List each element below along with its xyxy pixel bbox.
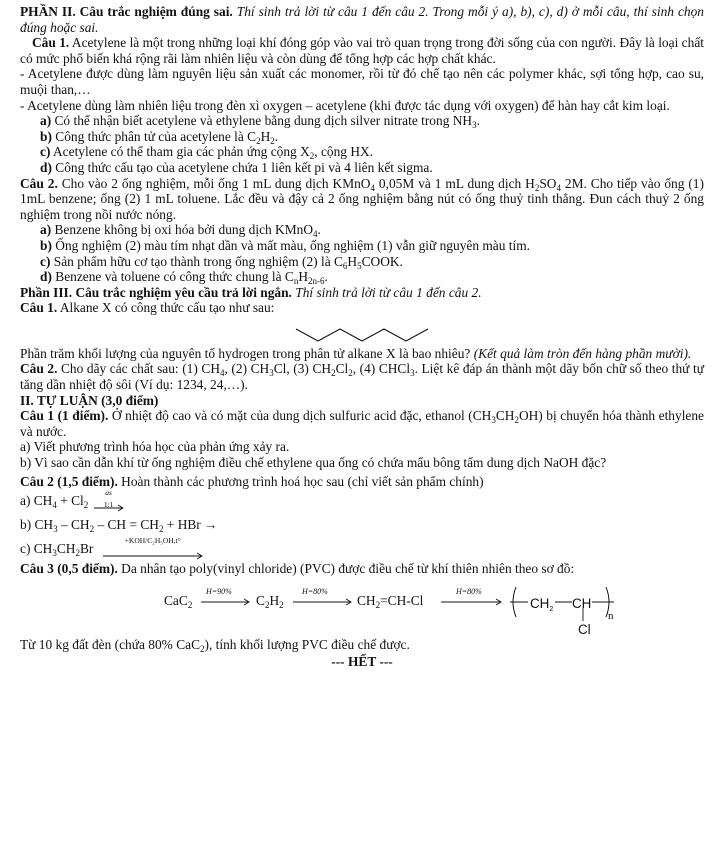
arrow-condition-top: +KOH/C₂H₅OH,t° [124, 536, 181, 546]
equation-b [20, 513, 704, 537]
option-label: c) [40, 253, 51, 269]
equation-text: + HBr → [163, 517, 218, 533]
equation-text: – CH = CH [94, 517, 159, 533]
pvc-ch: CH [572, 595, 592, 611]
formula-part: COOK. [361, 253, 403, 269]
part2-q2-stem [20, 176, 704, 223]
question-text: , (2) CH [224, 361, 270, 377]
option-text: Sản phẩm hữu cơ tạo thành trong ống nghiệm (2) là C [50, 253, 343, 269]
question-text: Ở nhiệt độ cao và có mặt của dung dịch sulfuric acid đặc, ethanol (CH [108, 408, 492, 424]
pvc-cl: Cl [578, 621, 591, 637]
question-label: Câu 3 (0,5 điểm). [20, 561, 118, 577]
essay-q1-b: b) Vì sao cần dẫn khí từ ống nghiệm điều chế ethylene qua ống có chứa mẩu bông tẩm dung dịch NaOH đặc? [20, 455, 607, 471]
option-text: Có thể nhận biết acetylene và ethylene bằng dung dịch silver nitrate trong NH [51, 113, 473, 129]
essay-q1-stem [20, 408, 704, 439]
question-text: Cl [335, 361, 349, 377]
question-text: Alkane X có công thức cấu tạo như sau: [57, 300, 275, 316]
question-text: ), tính khối lượng PVC điều chế được. [204, 636, 410, 652]
document-page [20, 4, 704, 670]
option-label: d) [40, 269, 52, 285]
question-label: Câu 1 (1 điểm). [20, 408, 109, 424]
question-text: 0,05M và 1 mL dung dịch H [374, 175, 535, 191]
arrow-icon [101, 551, 205, 561]
option-text: Benzene và toluene có công thức chung là C [51, 269, 294, 285]
option-text: Ống nghiệm (2) màu tím nhạt dần và mất màu, ống nghiệm (1) vẫn giữ nguyên màu tím. [51, 237, 530, 253]
option-text-end: , cộng HX. [314, 144, 374, 160]
equation-a [20, 489, 704, 513]
arrow-yield-1: H=90% [206, 586, 232, 596]
option-label: b) [40, 128, 52, 144]
subscript: 4 [313, 229, 318, 240]
subscript: 2 [256, 135, 261, 146]
question-text: . Liệt kê đáp án thành một dãy bốn chữ số theo thứ tự tăng dần nhiệt độ sôi (Ví dụ: 1234, 24,…). [20, 361, 704, 393]
formula-part: H [260, 128, 271, 144]
subscript: 3 [269, 368, 274, 379]
arrow-icon [200, 597, 252, 607]
subscript: 6 [342, 260, 348, 271]
equation-text: CH [56, 541, 76, 557]
part2-q2-option-c [20, 254, 704, 270]
essay-heading-text: II. TỰ LUẬN (3,0 điểm) [20, 392, 159, 408]
carbon-chain [296, 329, 428, 341]
question-note: (Kết quả làm tròn đến hàng phần mười). [473, 345, 692, 361]
subscript: 2 [549, 605, 554, 613]
question-label: Câu 2. [20, 175, 58, 191]
subscript: 2n-6 [307, 276, 325, 287]
subscript: 2 [309, 151, 315, 162]
part2-q1-bullet2: - Acetylene dùng làm nhiên liệu trong đèn xì oxygen – acetylene (khi được tác dụng với oxygen) để hàn hay cắt kim loại. [20, 97, 670, 113]
pvc-repeat-unit-svg [506, 583, 636, 633]
part2-intro [20, 4, 704, 35]
equation-text: b) CH [20, 517, 54, 533]
punct: . [324, 269, 328, 285]
question-label: Câu 2. [20, 361, 58, 377]
part3-q1-question [20, 346, 704, 362]
arrow-yield-2: H=80% [302, 586, 328, 596]
formula-part: H [298, 269, 308, 285]
end-marker [20, 654, 704, 670]
option-text: Công thức cấu tạo của acetylene chứa 1 liên kết pi và 4 liên kết sigma. [51, 159, 433, 175]
subscript: 2 [534, 182, 540, 193]
option-text: Acetylene có thể tham gia các phản ứng cộng X [50, 144, 310, 160]
formula-part: CaC [164, 592, 188, 608]
scheme-vinyl-chloride [357, 593, 423, 609]
subscript: 2 [331, 368, 336, 379]
equation-text: c) CH [20, 541, 53, 557]
arrow-condition-top: as [105, 488, 112, 498]
pvc-n: n [608, 609, 614, 622]
option-label: b) [40, 237, 52, 253]
option-label: d) [40, 159, 52, 175]
scheme-c2h2 [256, 593, 284, 609]
option-label: a) [40, 222, 52, 238]
subscript: 2 [348, 368, 353, 379]
question-label: Câu 1. [20, 300, 58, 316]
essay-q2-stem [20, 474, 704, 490]
option-label: a) [40, 113, 52, 129]
subscript: 2 [264, 599, 270, 610]
punct: . [274, 128, 279, 144]
subscript: 2 [187, 599, 193, 610]
question-text: Phần trăm khối lượng của nguyên tố hydrogen trong phân tử alkane X là bao nhiêu? [20, 345, 474, 361]
subscript: 2 [270, 135, 275, 146]
subscript: 2 [83, 500, 89, 511]
essay-q1-a: a) Viết phương trình hóa học của phản ứng xảy ra. [20, 439, 290, 455]
subscript: 3 [491, 415, 496, 426]
subscript: 2 [514, 415, 519, 426]
question-label: Câu 1. [32, 35, 70, 51]
option-text: Công thức phân tử của acetylene là C [51, 128, 257, 144]
subscript: 2 [89, 524, 95, 535]
question-text: Cho vào 2 ống nghiệm, mỗi ống 1 mL dung dịch KMnO [57, 175, 371, 191]
question-text: Cho dãy các chất sau: (1) CH [57, 361, 220, 377]
question-text: SO [539, 175, 557, 191]
formula-part: H [347, 253, 358, 269]
subscript: 2 [158, 524, 164, 535]
question-text: Hoàn thành các phương trình hoá học sau (chỉ viết sản phẩm chính) [117, 473, 484, 489]
subscript: 5 [357, 260, 362, 271]
arrow-condition-bottom: 1:1 [103, 500, 114, 510]
formula-part: CH [357, 592, 376, 608]
part2-q2-option-a [20, 222, 704, 238]
subscript: 3 [410, 368, 415, 379]
subscript: 2 [279, 599, 284, 610]
subscript: 2 [375, 599, 381, 610]
alkane-skeletal-structure [20, 316, 704, 346]
part3-instruction: Thí sinh trả lời từ câu 1 đến câu 2. [291, 284, 482, 300]
subscript: 4 [370, 182, 375, 193]
part2-heading: PHẦN II. Câu trắc nghiệm đúng sai. [20, 4, 233, 19]
part2-q1-option-b [20, 129, 704, 145]
formula-part: C [256, 592, 265, 608]
subscript: 3 [472, 120, 477, 131]
equation-c [20, 537, 704, 561]
end-text: --- HẾT --- [331, 654, 393, 670]
zigzag-structure-svg [20, 316, 704, 346]
question-text: Cl, (3) CH [273, 361, 332, 377]
formula-part: H [269, 592, 280, 608]
part3-heading: Phần III. Câu trắc nghiệm yêu cầu trả lời ngắn. [20, 284, 292, 300]
equation-text: Br [79, 541, 94, 557]
question-text: Da nhân tạo poly(vinyl chloride) (PVC) được điều chế từ khí thiên nhiên theo sơ đồ: [117, 561, 575, 577]
equation-text: + Cl [56, 493, 84, 509]
equation-text: a) CH [20, 493, 53, 509]
formula-part: =CH-Cl [380, 592, 424, 608]
question-text: 2M. Cho tiếp vào ống (1) 1mL benzene; ống (2) 1 mL toluene. Lắc đều và đậy cả 2 ống nghiệm bằng nút có ống thuỷ tinh thẳng. Đun cách thuỷ 2 ống nghiệm trong nồi nước nóng. [20, 175, 704, 222]
part2-q1-stem [20, 35, 704, 66]
essay-heading [20, 393, 704, 409]
option-label: c) [40, 144, 51, 160]
essay-q3-final [20, 637, 704, 653]
punct: . [317, 222, 321, 238]
question-text: CH [495, 408, 515, 424]
arrow-icon [440, 597, 504, 607]
subscript: 4 [556, 182, 561, 193]
subscript: 2 [75, 548, 80, 559]
part2-q1-option-a [20, 113, 704, 129]
scheme-cac2 [164, 593, 192, 609]
equation-text: – CH [57, 517, 90, 533]
question-text: OH) bị chuyển hóa thành ethylene và nước. [20, 408, 704, 439]
punct: . [476, 113, 480, 129]
part3-q2-stem [20, 361, 704, 392]
arrow-yield-3: H=80% [456, 586, 482, 596]
arrow-icon [292, 597, 354, 607]
part3-intro [20, 285, 704, 301]
part2-instruction: Thí sinh trả lời từ câu 1 đến câu 2. Trong mỗi ý a), b), c), d) ở mỗi câu, thí sinh chọn đúng hoặc sai. [20, 4, 704, 35]
part2-q1-bullet1: - Acetylene được dùng làm nguyên liệu sản xuất các monomer, rồi từ đó chế tạo nên các polymer khác, sợi tổng hợp, cao su, muội than,… [20, 66, 704, 97]
option-text: Benzene không bị oxi hóa bởi dung dịch KMnO [51, 222, 313, 238]
subscript: 2 [200, 643, 205, 654]
question-text: Acetylene là một trong những loại khí đóng góp vào vai trò quan trọng trong đời sống của con người. Đây là loại chất có mức phổ biến khá rộng rãi làm nhiên liệu và còn dùng để tổng hợp các hợp chất khác. [20, 35, 704, 66]
subscript: n [293, 276, 299, 287]
subscript: 3 [52, 548, 57, 559]
pvc-ch2 [530, 596, 553, 612]
part2-q2-option-b [20, 238, 704, 254]
part2-q2-option-d [20, 269, 704, 285]
pvc-synthesis-scheme [20, 577, 704, 635]
subscript: 4 [220, 368, 225, 379]
part3-q1-stem [20, 300, 704, 316]
question-text: , (4) CHCl [352, 361, 411, 377]
part2-q1-option-d [20, 160, 704, 176]
subscript: 3 [53, 524, 58, 535]
reaction-arrow [92, 488, 126, 510]
question-text: Từ 10 kg đất đèn (chứa 80% CaC [20, 636, 200, 652]
question-label: Câu 2 (1,5 điểm). [20, 473, 118, 489]
formula-part: CH [530, 595, 550, 611]
subscript: 4 [52, 500, 57, 511]
part2-q1-option-c [20, 144, 704, 160]
essay-q3-stem [20, 561, 704, 577]
reaction-arrow [101, 536, 205, 555]
